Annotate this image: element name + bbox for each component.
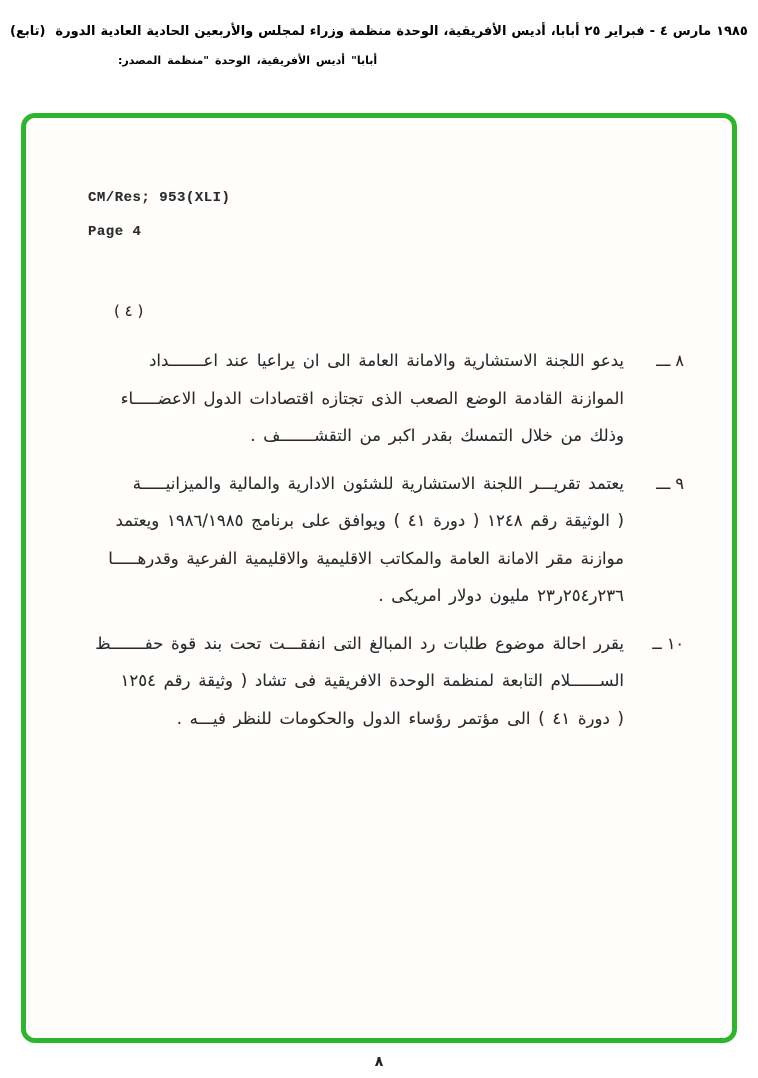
continued-label: (تابع) — [10, 24, 46, 39]
banner-word: الوحدة — [215, 54, 251, 67]
paragraph-text-line: الســــــلام التابعة لمنظمة الوحدة الافريقية فى تشاد ( وثيقة رقم ١٢٥٤ — [120, 671, 624, 690]
paragraph-lines — [84, 342, 624, 455]
paragraph-text-line: موازنة مقر الامانة العامة والمكاتب الاقليمية والاقليمية الفرعية وقدرهـــــا — [108, 548, 624, 568]
banner-word: المصدر: — [118, 54, 162, 67]
header-title-row — [10, 24, 748, 39]
banner-word: "منظمة — [167, 54, 209, 67]
section-marker: ( ٤ ) — [114, 302, 144, 320]
resolution-paragraph-9 — [84, 465, 684, 615]
paragraph-lines — [84, 465, 624, 615]
paragraph-number: ١٠ ــ — [652, 633, 684, 653]
banner-word: الدورة — [55, 24, 96, 39]
banner-word: منظمة — [348, 24, 392, 39]
resolution-paragraph-10 — [84, 625, 684, 738]
paragraph-text-line: وذلك من خلال التمسك بقدر اكبر من التقشـــــــف . — [250, 426, 624, 445]
banner-word: أديس — [315, 54, 346, 67]
session-title — [55, 24, 748, 39]
paragraph-text-line: يقرر احالة موضوع طلبات رد المبالغ التى انفقـــت تحت بند قوة حفـــــــظ — [95, 633, 624, 653]
catalog-header — [10, 24, 748, 67]
paragraph-text-line: يعتمد تقريـــر اللجنة الاستشارية للشئون الادارية والمالية والميزانيـــــة — [132, 473, 624, 493]
banner-word: لمجلس — [258, 24, 305, 39]
resolution-body — [84, 342, 684, 747]
banner-word: ١٩٨٥ — [716, 24, 748, 39]
banner-word: ٤ — [659, 24, 668, 39]
paragraph-text-line: ( دورة ٤١ ) الى مؤتمر رؤساء الدول والحكومات للنظر فيـــه . — [176, 708, 624, 728]
paragraph-text-line: يدعو اللجنة الاستشارية والامانة العامة الى ان يراعيا عند اعـــــــداد — [149, 351, 624, 370]
banner-word: أبابا، — [550, 24, 580, 39]
source-line — [118, 54, 377, 67]
banner-word: أبابا" — [351, 54, 378, 67]
banner-word: الأفريقية، — [256, 54, 310, 67]
paragraph-number: ٩ ـــ — [656, 473, 684, 493]
scanned-page — [26, 118, 732, 1038]
banner-word: الأفريقية، — [443, 24, 507, 39]
scan-frame — [21, 113, 737, 1043]
banner-word: والأربعين — [194, 24, 254, 39]
footer-page-number: ٨ — [374, 1054, 384, 1070]
banner-word: الوحدة — [396, 24, 439, 39]
paragraph-text-line: ٢٣٦ر٢٥٤ر٢٣ مليون دولار امريكى . — [378, 586, 624, 605]
paragraph-text-line: ( الوثيقة رقم ١٢٤٨ ( دورة ٤١ ) ويوافق على برنامج ١٩٨٦/١٩٨٥ ويعتمد — [115, 511, 624, 530]
banner-word: وزراء — [309, 24, 344, 39]
resolution-paragraph-8 — [84, 342, 684, 455]
banner-word: - — [649, 24, 655, 39]
banner-word: فبراير — [605, 24, 645, 39]
banner-word: العادية — [100, 24, 142, 39]
banner-word: ٢٥ — [584, 24, 601, 39]
banner-word: مارس — [672, 24, 712, 39]
document-reference: CM/Res; 953(XLI) — [88, 190, 231, 206]
paragraph-text-line: الموازنة القادمة الوضع الصعب الذى تجتازه اقتصادات الدول الاعضـــــاء — [120, 388, 624, 408]
banner-word: الحادية — [146, 24, 190, 39]
paragraph-number: ٨ ـــ — [656, 351, 684, 370]
page-label: Page 4 — [88, 224, 142, 240]
banner-word: أديس — [511, 24, 546, 39]
paragraph-lines — [84, 625, 624, 738]
